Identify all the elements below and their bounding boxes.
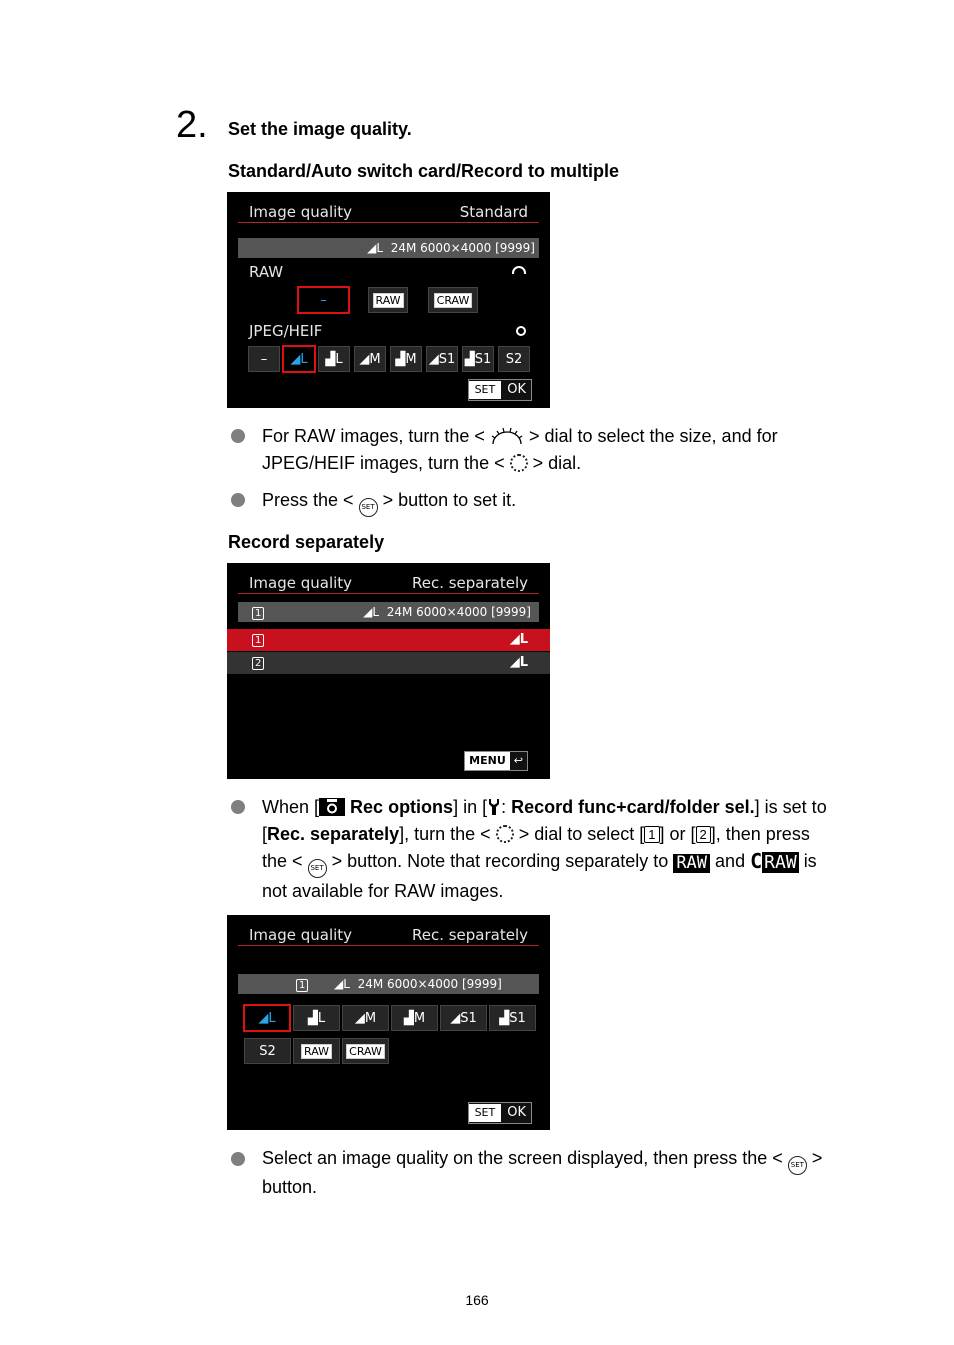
wrench-icon	[487, 798, 501, 816]
set-ok-button[interactable]: SET OK	[468, 1102, 532, 1124]
card2-icon: 2	[696, 826, 711, 843]
screen-title: Image quality	[249, 574, 353, 592]
info-bar	[238, 238, 539, 258]
quality-option-s1-normal[interactable]: ▟S1	[489, 1005, 536, 1031]
raw-icon: RAW	[673, 854, 710, 873]
set-button-icon: SET	[359, 498, 378, 517]
bullet-dot	[231, 429, 245, 443]
info-text: 24M 6000×4000 [9999]	[357, 977, 502, 991]
set-button-icon: SET	[308, 859, 327, 878]
jpeg-heif-label: JPEG/HEIF	[249, 322, 323, 340]
quick-control-dial-icon	[510, 454, 528, 472]
screen-mode: Rec. separately	[411, 574, 528, 592]
quality-option-large-fine[interactable]: ◢L	[243, 1004, 291, 1032]
set-ok-button[interactable]: SET OK	[468, 379, 532, 401]
quick-control-dial-icon	[516, 326, 526, 336]
quality-option-craw[interactable]: CRAW	[342, 1038, 389, 1064]
jpeg-option-large-normal[interactable]: ▟L	[318, 346, 350, 372]
raw-option-craw[interactable]: CRAW	[428, 287, 478, 313]
quality-option-s2[interactable]: S2	[244, 1038, 291, 1064]
step-title: Set the image quality.	[228, 119, 412, 139]
jpeg-option-medium-fine[interactable]: ◢M	[354, 346, 386, 372]
quality-large-fine-icon: ◢L	[363, 605, 380, 619]
info-bar	[238, 974, 539, 994]
quality-option-medium-normal[interactable]: ▟M	[391, 1005, 438, 1031]
quality-large-fine-icon: ◢L	[367, 241, 384, 255]
info-text: 24M 6000×4000 [9999]	[390, 241, 535, 255]
page-number: 166	[465, 1292, 489, 1308]
camera-screen-standard	[227, 192, 550, 408]
bullet-dial-instructions: For RAW images, turn the < > dial to select the size, and for JPEG/HEIF images, turn the < > dial.	[262, 426, 778, 473]
screen-mode: Standard	[459, 203, 528, 221]
card1-icon: 1	[252, 607, 264, 620]
quality-option-medium-fine[interactable]: ◢M	[342, 1005, 389, 1031]
screen-title: Image quality	[249, 203, 353, 221]
raw-label: RAW	[249, 263, 284, 281]
jpeg-option-s2[interactable]: S2	[498, 346, 530, 372]
bullet-press-set: Press the < SET > button to set it.	[262, 487, 882, 517]
camera-screen-select-quality	[227, 915, 550, 1130]
card1-row[interactable]: 1 ◢L	[227, 629, 550, 651]
screen-mode: Rec. separately	[411, 926, 528, 944]
bullet-rec-separately: When [ Rec options] in [ : Record func+card/folder sel.] is set to [Rec. separately], turn the < > dial to select [ 1 ] or [ 2 ], then press the < SET > button. Note that recording separately to RAW and C RAW is not available for RAW images.	[262, 797, 827, 901]
bullet-dot	[231, 493, 245, 507]
quick-control-dial-icon	[496, 825, 514, 843]
bullet-dot	[231, 1152, 245, 1166]
bullet-select-quality: Select an image quality on the screen displayed, then press the < SET > button.	[262, 1148, 823, 1197]
card1-icon: 1	[296, 979, 308, 992]
section-subtitle-standard: Standard/Auto switch card/Record to multiple	[228, 161, 620, 181]
raw-option-none[interactable]: –	[297, 286, 350, 314]
jpeg-option-s1-fine[interactable]: ◢S1	[426, 346, 458, 372]
craw-icon: C RAW	[750, 849, 797, 873]
jpeg-option-large-fine[interactable]: ◢L	[282, 345, 316, 373]
main-dial-icon	[512, 266, 526, 274]
return-icon: ↩	[513, 754, 523, 767]
camera-screen-rec-separately	[227, 563, 550, 779]
section-subtitle-record-separately: Record separately	[228, 532, 385, 552]
card1-icon: 1	[644, 826, 659, 843]
quality-option-s1-fine[interactable]: ◢S1	[440, 1005, 487, 1031]
quality-option-large-normal[interactable]: ▟L	[293, 1005, 340, 1031]
quality-option-raw[interactable]: RAW	[293, 1038, 340, 1064]
jpeg-option-s1-normal[interactable]: ▟S1	[462, 346, 494, 372]
main-dial-icon	[490, 427, 524, 445]
camera-icon	[319, 798, 345, 816]
info-bar	[238, 602, 539, 622]
jpeg-option-none[interactable]: –	[248, 346, 280, 372]
menu-back-button[interactable]: MENU ↩	[464, 751, 528, 771]
raw-option-raw[interactable]: RAW	[368, 287, 408, 313]
info-text: 24M 6000×4000 [9999]	[386, 605, 531, 619]
bullet-dot	[231, 800, 245, 814]
screen-title: Image quality	[249, 926, 353, 944]
step-number: 2.	[176, 104, 208, 146]
quality-large-fine-icon: ◢L	[334, 977, 350, 991]
card2-row[interactable]: 2 ◢L	[227, 652, 550, 674]
jpeg-option-medium-normal[interactable]: ▟M	[390, 346, 422, 372]
set-button-icon: SET	[788, 1156, 807, 1175]
